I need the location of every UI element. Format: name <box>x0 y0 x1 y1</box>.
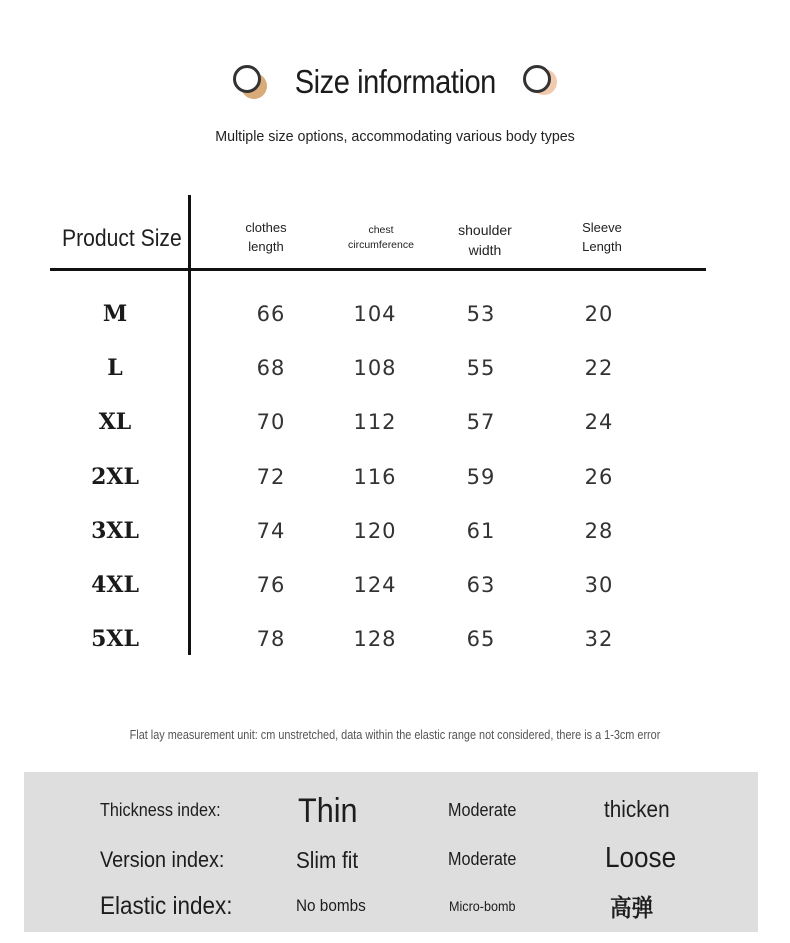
cell-shoulder-width: 65 <box>466 627 496 651</box>
cell-sleeve-length: 28 <box>584 519 614 543</box>
cell-clothes-length: 74 <box>256 519 286 543</box>
table-row <box>50 620 706 660</box>
table-row <box>50 403 706 443</box>
thickness-option-moderate: Moderate <box>448 800 517 820</box>
cell-chest-circumference: 120 <box>353 519 397 543</box>
table-horizontal-rule <box>50 268 706 271</box>
column-header-shoulder-width: shoulder width <box>458 222 512 259</box>
elastic-option-micro-bomb: Micro-bomb <box>449 898 516 914</box>
table-row <box>50 458 706 498</box>
size-label: M <box>102 301 128 327</box>
cell-shoulder-width: 55 <box>466 356 496 380</box>
cell-shoulder-width: 57 <box>466 410 496 434</box>
table-row <box>50 349 706 389</box>
thickness-index-label: Thickness index: <box>100 800 221 820</box>
cell-chest-circumference: 104 <box>353 302 397 326</box>
cell-sleeve-length: 30 <box>584 573 614 597</box>
cell-shoulder-width: 61 <box>466 519 496 543</box>
table-row <box>50 566 706 606</box>
size-label: XL <box>98 409 132 435</box>
cell-chest-circumference: 112 <box>353 410 397 434</box>
column-header-sleeve-length: Sleeve Length <box>582 220 622 254</box>
cell-clothes-length: 66 <box>256 302 286 326</box>
cell-clothes-length: 72 <box>256 465 286 489</box>
cell-chest-circumference: 124 <box>353 573 397 597</box>
cell-sleeve-length: 20 <box>584 302 614 326</box>
version-option-loose: Loose <box>605 842 677 874</box>
size-label: 2XL <box>91 464 139 490</box>
moon-circle-icon <box>523 65 557 99</box>
table-row <box>50 512 706 552</box>
elastic-index-row <box>24 886 758 932</box>
size-label: 5XL <box>91 626 139 652</box>
cell-shoulder-width: 53 <box>466 302 496 326</box>
elastic-index-label: Elastic index: <box>100 892 233 920</box>
version-index-row <box>24 840 758 886</box>
elastic-option-high-elastic: 高弹 <box>610 895 654 922</box>
thickness-option-thicken: thicken <box>604 796 670 822</box>
cell-clothes-length: 68 <box>256 356 286 380</box>
page-subtitle: Multiple size options, accommodating various body types <box>215 128 575 145</box>
cell-clothes-length: 78 <box>256 627 286 651</box>
cell-sleeve-length: 26 <box>584 465 614 489</box>
size-table <box>50 195 706 655</box>
column-header-chest-circumference: chest circumference <box>348 224 414 252</box>
index-panel <box>24 772 758 932</box>
title-row <box>0 56 790 108</box>
size-label: 3XL <box>91 518 139 544</box>
column-header-clothes-length: clothes length <box>245 220 287 254</box>
cell-sleeve-length: 22 <box>584 356 614 380</box>
product-size-header: Product Size <box>62 225 182 252</box>
thickness-index-row <box>24 790 758 836</box>
elastic-option-no-bombs: No bombs <box>296 896 366 915</box>
cell-clothes-length: 70 <box>256 410 286 434</box>
cell-sleeve-length: 32 <box>584 627 614 651</box>
cell-shoulder-width: 59 <box>466 465 496 489</box>
version-option-moderate: Moderate <box>448 849 517 869</box>
moon-circle-icon <box>233 65 267 99</box>
size-label: L <box>107 355 123 381</box>
table-row <box>50 295 706 335</box>
cell-clothes-length: 76 <box>256 573 286 597</box>
cell-shoulder-width: 63 <box>466 573 496 597</box>
cell-chest-circumference: 116 <box>353 465 397 489</box>
version-option-slim-fit: Slim fit <box>296 847 359 873</box>
size-label: 4XL <box>91 572 139 598</box>
cell-chest-circumference: 108 <box>353 356 397 380</box>
thickness-option-thin: Thin <box>298 792 358 830</box>
measurement-footnote: Flat lay measurement unit: cm unstretched, data within the elastic range not considered, there is a 1-3cm error <box>129 728 661 742</box>
version-index-label: Version index: <box>100 847 225 872</box>
cell-sleeve-length: 24 <box>584 410 614 434</box>
cell-chest-circumference: 128 <box>353 627 397 651</box>
page-title: Size information <box>294 63 496 100</box>
